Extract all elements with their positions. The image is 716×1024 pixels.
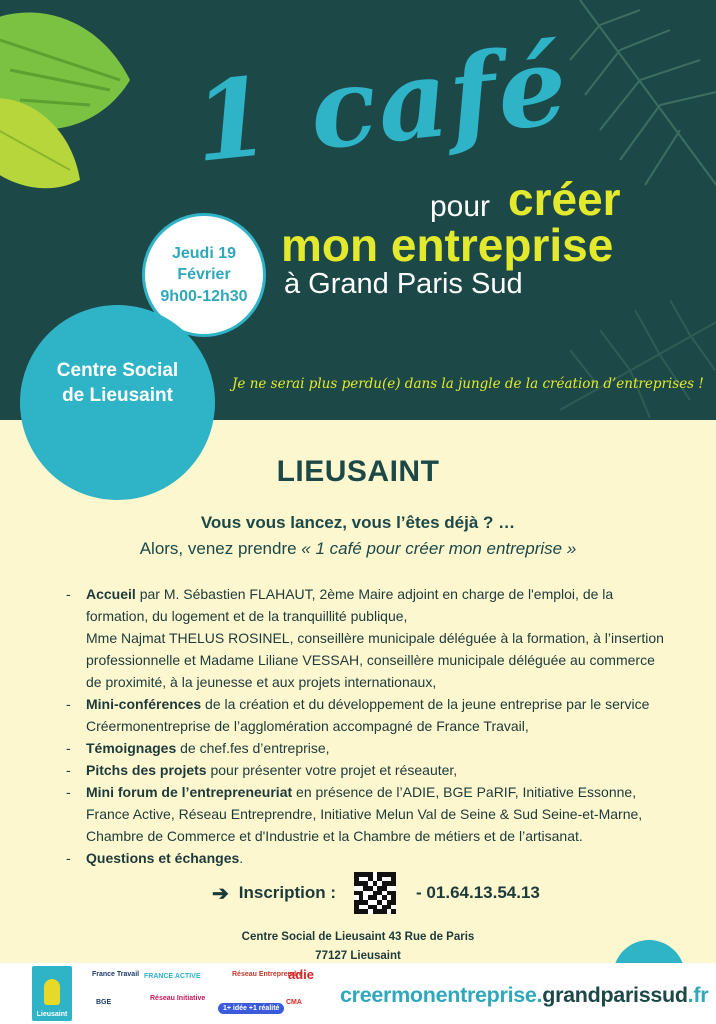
address-line1: Centre Social de Lieusaint 43 Rue de Paris [241,931,475,943]
city-title: LIEUSAINT [276,455,440,488]
palm-frond-bottom-right-icon [540,300,716,420]
headline-entreprise: mon entreprise [281,219,614,271]
partner-logo-adie: adie [288,967,315,982]
address-line2: 77127 Lieusaint [315,950,401,962]
address [0,928,716,966]
arrow-right-icon: ➔ [212,882,229,905]
phone-number[interactable]: - 01.64.13.54.13 [416,883,540,902]
program-list [66,583,666,869]
program-item-text: . [239,850,244,866]
program-item-text: de la création et du développement de la jeune entreprise par le service Créermonentreprise de l’agglomération accompagné de France Travail, [86,696,650,734]
program-item-title: Mini-conférences [86,696,202,712]
venue-badge [20,305,215,500]
headline-cafe: 1 café [187,22,575,187]
program-item [66,759,666,781]
program-item-title: Accueil [86,586,136,602]
program-item [66,847,666,869]
headline-creer: créer [508,173,621,225]
partner-logo-france-travail: France Travail [92,971,140,978]
date-month: Février [177,266,231,284]
headline-location: à Grand Paris Sud [284,268,523,300]
inscription-label: Inscription : [238,883,337,902]
tagline: Je ne serai plus perdu(e) dans la jungle de la création d’entreprises ! [232,376,704,392]
program-item-title: Mini forum de l’entrepreneuriat [86,784,293,800]
program-item [66,781,666,847]
website-part1: creermonentreprise. [340,983,543,1007]
partner-logo-reseau-initiative: Réseau Initiative [150,995,206,1002]
intro-invite-quote: « 1 café pour créer mon entreprise » [301,539,577,558]
partner-logo-reseau-entreprendre: Réseau Entreprendre [232,971,303,978]
inscription-row [212,870,540,916]
date-time: 9h00-12h30 [160,287,248,305]
venue-line1: Centre Social [56,359,179,381]
date-day: Jeudi 19 [171,244,237,262]
program-item-title: Pitchs des projets [86,762,207,778]
qr-code-icon[interactable] [354,872,396,914]
palm-leaf-left-icon [0,0,180,220]
website-part3: .fr [687,983,709,1007]
program-item-extra: Mme Najmat THELUS ROSINEL, conseillère municipale déléguée à la formation, à l’insertion professionnelle et Madame Liliane VESSAH, conseillère municipale déléguée au commerce de proximité, à la jeunesse et aux projets internationaux, [86,630,664,690]
program-item [66,737,666,759]
venue-line2: de Lieusaint [62,384,173,406]
partner-logo-bge: BGE [96,999,112,1006]
program-item-title: Questions et échanges [86,850,240,866]
website-link[interactable] [340,983,708,1008]
lieusaint-logo-text: Lieusaint [36,1011,68,1018]
program-item-title: Témoignages [86,740,177,756]
intro-invite [0,539,716,559]
website-part2: grandparissud [542,983,688,1007]
program-item-text: par M. Sébastien FLAHAUT, 2ème Maire adjoint en charge de l'emploi, de la formation, du logement et de la tranquillité publique, [86,586,614,624]
partner-logo-idee-realite: 1+ idée +1 réalité [218,1003,284,1014]
program-item-text: de chef.fes d’entreprise, [176,740,330,756]
intro-question: Vous vous lancez, vous l’êtes déjà ? … [200,513,516,532]
palm-frond-right-icon [560,0,716,200]
headline-pour: pour [430,190,491,223]
program-item-text: en présence de l’ADIE, BGE PaRIF, Initiative Essonne, France Active, Réseau Entreprendre, Initiative Melun Val de Seine & Sud Seine-et-Marne, Chambre de Commerce et d'Industrie et la Chambre de métiers et de l’artisanat. [86,784,643,844]
intro-invite-prefix: Alors, venez prendre [139,539,302,558]
partner-logo-france-active: FRANCE ACTIVE [144,973,201,980]
program-item [66,693,666,737]
program-item [66,583,666,693]
footer-logos [0,963,716,1024]
program-item-text: pour présenter votre projet et réseauter, [206,762,458,778]
partner-logo-cma: CMA [286,999,302,1006]
lieusaint-logo [32,966,72,1021]
